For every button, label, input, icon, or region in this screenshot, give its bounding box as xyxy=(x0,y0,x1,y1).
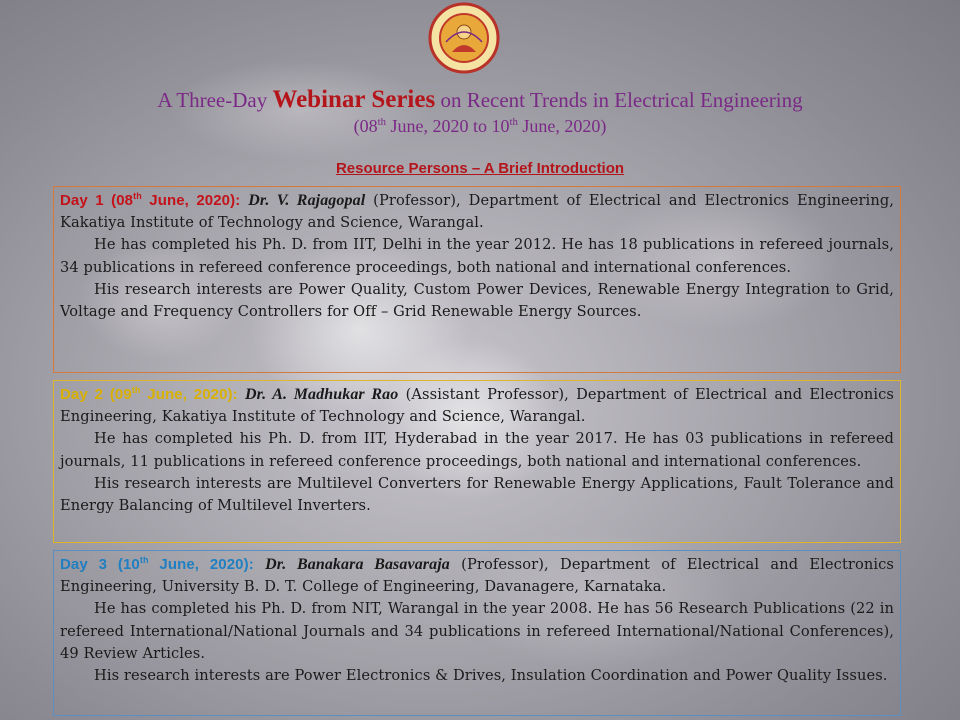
speaker-name: Dr. V. Rajagopal xyxy=(248,192,366,209)
webinar-dates: (08th June, 2020 to 10th June, 2020) xyxy=(353,116,607,136)
speaker-bio: He has completed his Ph. D. from IIT, Hyderabad in the year 2017. He has 03 publications in refereed journals, 11 publications in refereed conference proceedings, both national and international conferences. xyxy=(60,430,894,470)
speaker-research: His research interests are Multilevel Converters for Renewable Energy Applications, Fault Tolerance and Energy Balancing of Multilevel Inverters. xyxy=(60,474,894,515)
section-heading: Resource Persons – A Brief Introduction xyxy=(335,160,625,177)
day-3-card xyxy=(53,550,901,716)
college-logo xyxy=(428,2,500,74)
speaker-intro: (Professor), Department of Electrical and Electronics Engineering, University B. D. T. College of Engineering, Davanagere, Karnataka. xyxy=(60,556,895,596)
speaker-bio: He has completed his Ph. D. from IIT, Delhi in the year 2012. He has 18 publications in refereed journals, 34 publications in refereed conference proceedings, both national and international conferences. xyxy=(60,236,894,276)
speaker-intro: (Assistant Professor), Department of Electrical and Electronics Engineering, Kakatiya Institute of Technology and Science, Warangal. xyxy=(60,386,894,426)
day-label: Day 1 (08th June, 2020): xyxy=(60,191,241,209)
speaker-intro: (Professor), Department of Electrical and Electronics Engineering, Kakatiya Institute of Technology and Science, Warangal. xyxy=(60,192,895,232)
day-label: Day 2 (09th June, 2020): xyxy=(60,385,238,403)
speaker-research: His research interests are Power Quality, Custom Power Devices, Renewable Energy Integration to Grid, Voltage and Frequency Controllers for Off – Grid Renewable Energy Sources. xyxy=(60,280,894,321)
day-label: Day 3 (10th June, 2020): xyxy=(60,555,254,573)
day-2-card xyxy=(53,380,901,543)
speaker-name: Dr. A. Madhukar Rao xyxy=(245,386,399,403)
speaker-name: Dr. Banakara Basavaraja xyxy=(265,556,450,573)
speaker-bio: He has completed his Ph. D. from NIT, Warangal in the year 2008. He has 56 Research Publications (22 in refereed International/National Journals and 34 publications in refereed International/National Conferences), 49 Review Articles. xyxy=(60,600,894,662)
day-1-card xyxy=(53,186,901,373)
page-title: A Three-Day Webinar Series on Recent Trends in Electrical Engineering xyxy=(157,86,803,113)
speaker-research: His research interests are Power Electronics & Drives, Insulation Coordination and Power Quality Issues. xyxy=(94,667,888,685)
title-highlight: Webinar Series xyxy=(272,86,436,113)
